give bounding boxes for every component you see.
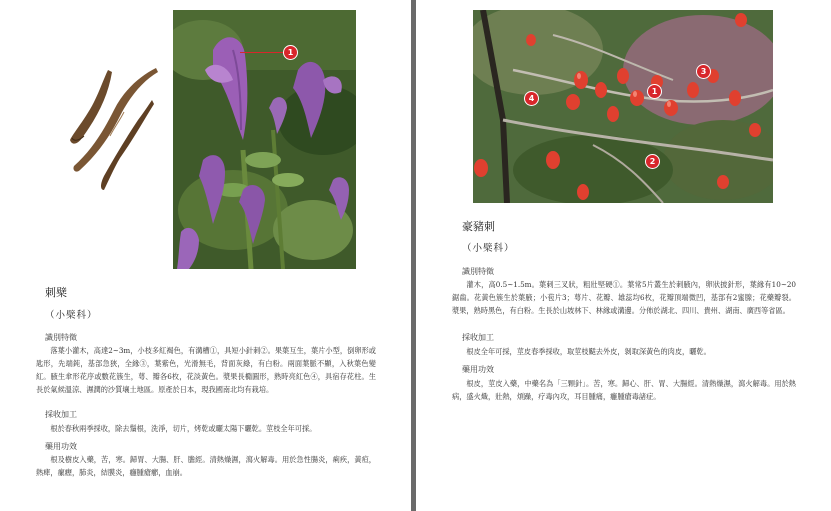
plant-family: （小檗科） xyxy=(462,243,515,254)
effect-paragraph: 根及樹皮入藥，苦，寒。歸胃、大腸、肝、膽經。清熱燥濕，瀉火解毒。用於急性腸炎，痢疾，黃疸，熱痺，瘰癧，肺炎，結膜炎，癰腫瘡癤，血崩。 xyxy=(36,455,376,477)
plant-title: 刺檗 xyxy=(45,286,67,299)
berry-branch-photo xyxy=(473,10,773,203)
identify-paragraph: 灌木，高0.5~1.5m。葉刺三叉狀，粗壯堅硬①。葉常5片叢生於刺腋內，卵狀披針形，葉緣有10~20鋸齒。花黃色簇生於葉腋；小苞片3；萼片、花瓣、雄蕊均6枚，花瓣頂端微凹，基部有2蜜腺；花藥瓣裂。漿果，熟時黑色，有白粉。生長於山坡林下、林緣或溝邊。分佈於湖北、四川、貴州、湖南、廣西等省區。 xyxy=(452,280,796,315)
section-heading-effect: 藥用功效 xyxy=(462,365,494,374)
section-heading-harvest: 採收加工 xyxy=(462,333,494,342)
section-heading-identify: 識別特徵 xyxy=(45,333,77,342)
callout-marker: 1 xyxy=(283,45,298,60)
harvest-paragraph: 根皮全年可採，莖皮春季採收，取莖枝颳去外皮，剝取深黃色的肉皮，曬乾。 xyxy=(466,347,711,356)
callout-marker: 3 xyxy=(696,64,711,79)
section-heading-harvest: 採收加工 xyxy=(45,410,77,419)
section-heading-effect: 藥用功效 xyxy=(45,442,77,451)
plant-title: 豪豬刺 xyxy=(462,220,495,233)
dried-root-image xyxy=(64,66,164,192)
plant-family: （小檗科） xyxy=(45,310,98,321)
flower-photo xyxy=(173,10,356,269)
section-heading-identify: 識別特徵 xyxy=(462,267,494,276)
callout-marker: 1 xyxy=(647,84,662,99)
right-page xyxy=(416,0,831,511)
callout-marker: 4 xyxy=(524,91,539,106)
harvest-paragraph: 根於春秋兩季採收，除去鬚根，洗淨，切片，烤乾或曬太陽下曬乾。莖枝全年可採。 xyxy=(50,424,317,433)
effect-paragraph: 根皮，莖皮入藥，中藥名為「三顆針」。苦，寒。歸心、肝、胃、大腸經。清熱燥濕，瀉火解毒。用於熱病，盛火熾，壯熱，煩躁，疗毒內攻，耳目腫痛，癰腫瘡毒諸症。 xyxy=(452,379,796,401)
callout-1-leader xyxy=(240,52,284,53)
left-page xyxy=(0,0,411,511)
identify-paragraph: 落葉小灌木，高達2~3m，小枝多紅褐色，有溝槽①，具短小針刺②。果葉互生，葉片小型，倒卵形或匙形，先端鈍，基部急狹，全緣③，葉紫色，光滑無毛，背面灰綠，有白粉。兩面葉脈不顯，入秋葉色變紅。腋生傘形花序或數花簇生，萼、瓣各6枚，花淡黃色。漿果長橢圓形，熟時亮紅色④，具宿存花柱。生長於氣候溫涼、濕潤的沙質壤土地區。原產於日本，現我國南北均有栽培。 xyxy=(36,346,376,394)
callout-marker: 2 xyxy=(645,154,660,169)
